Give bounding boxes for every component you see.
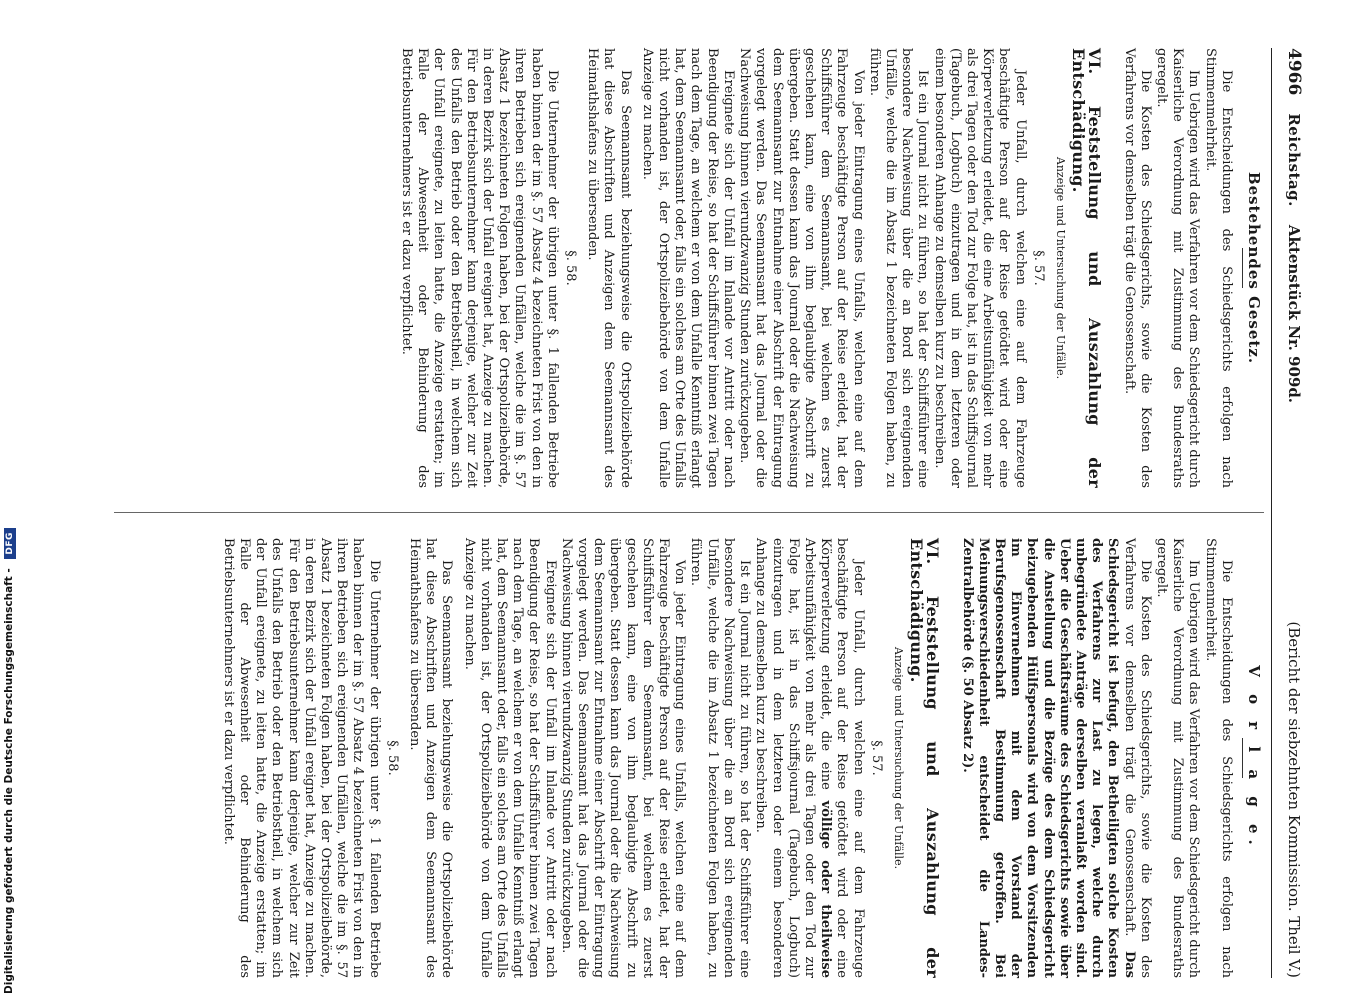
paragraph-number: §. 57. <box>1030 250 1046 286</box>
section-title: VI. Feststellung und Auszahlung der Entschädigung. <box>1069 48 1105 488</box>
paragraph: Im Uebrigen wird das Verfahren vor dem Schiedsgericht durch Kaiserliche Verordnung mit Zustimmung des Bundesraths geregelt. <box>1153 48 1202 488</box>
header-subtitle: (Bericht der siebzehnten Kommission. Theil V.) <box>1285 621 1303 978</box>
header-rule <box>1271 48 1272 978</box>
paragraph: Von jeder Eintragung eines Unfalls, welchen eine auf dem Fahrzeuge beschäftigte Person auf der Reise erleidet, hat der Schiffsführer dem Seemannsamt, bei welchem es zuerst geschehen kann, eine von ihm beglaubigte Abschrift zu übergeben. Statt dessen kann das Journal oder die Nachweisung dem Seemannsamt zur Entnahme einer Abschrift der Eintragung vorgelegt werden. Das Seemannsamt hat das Journal oder die Nachweisung binnen vierundzwanzig Stunden zurückzugeben. <box>558 538 688 978</box>
amendment-bold: völlige oder theilweise <box>818 800 834 978</box>
costs-amendment-bold: Das Schiedsgericht ist befugt, den Betheiligten solche Kosten des Verfahrens zur Last zu legen, welche durch unbegründete Anträge derselben veranlaßt worden sind. Ueber die Geschäftsräume des Schiedsgerichts sowie über die Anstellung und die Bezüge des dem Schiedsgericht beizugebenden Hülfspersonals wird von dem Vorsitzenden im Einvernehmen mit dem Vorstand der Berufsgenossenschaft Bestimmung getroffen. Bei Meinungsverschiedenheit entscheidet die Landes-Zentralbehörde (§. 50 Absatz 2). <box>959 538 1137 978</box>
paragraph: Ist ein Journal nicht zu führen, so hat der Schiffsführer eine besondere Nachweisung über die an Bord sich ereignenden Unfälle, welche die im Absatz 1 bezeichneten Folgen haben, zu führen. <box>866 48 931 488</box>
digitization-credit-strip <box>0 0 22 1000</box>
document-number: Aktenstück Nr. 909d. <box>1285 224 1303 404</box>
section-subtitle: Anzeige und Untersuchung der Unfälle. <box>891 646 905 870</box>
heading-rule <box>1242 738 1243 778</box>
column-draft-bill <box>220 538 1264 978</box>
paragraph: Das Seemannsamt beziehungsweise die Ortspolizeibehörde hat diese Abschriften und Anzeigen dem Seemannsamt des Heimathshafens zu übersenden. <box>407 538 455 978</box>
paragraph: Von jeder Eintragung eines Unfalls, welchen eine auf dem Fahrzeuge beschäftigte Person auf der Reise erleidet, hat der Schiffsführer dem Seemannsamt, bei welchem es zuerst geschehen kann, eine von ihm beglaubigte Abschrift zu übergeben. Statt dessen kann das Journal oder die Nachweisung dem Seemannsamt zur Entnahme einer Abschrift der Eintragung vorgelegt werden. Das Seemannsamt hat das Journal oder die Nachweisung binnen vierundzwanzig Stunden zurückzugeben. <box>737 48 866 488</box>
paragraph: Ereignete sich der Unfall im Inlande vor Antritt oder nach Beendigung der Reise, so hat der Schiffsführer binnen zwei Tagen nach dem Tage, an welchem er von dem Unfalle Kenntniß erlangt hat, dem Seemannsamt oder, falls ein solches am Orte des Unfalls nicht vorhanden ist, der Ortspolizeibehörde von dem Unfalle Anzeige zu machen. <box>639 48 736 488</box>
column-heading: Bestehendes Gesetz. <box>1245 171 1263 365</box>
costs-text: Die Kosten des Schiedsgerichts, sowie die Kosten des Verfahrens vor demselben trägt die Genossenschaft. <box>1121 538 1153 978</box>
publication-name: Reichstag. <box>1285 113 1303 207</box>
dfg-logo: DFG <box>4 528 16 559</box>
paragraph: Das Seemannsamt beziehungsweise die Ortspolizeibehörde hat diese Abschriften und Anzeigen dem Seemannsamt des Heimathshafens zu übersenden. <box>585 48 633 488</box>
column-divider <box>114 512 1264 513</box>
paragraph: Die Entscheidungen des Schiedsgerichts erfolgen nach Stimmenmehrheit. <box>1202 538 1234 978</box>
paragraph: Die Kosten des Schiedsgerichts, sowie die Kosten des Verfahrens vor demselben trägt die Genossenschaft. <box>1121 48 1153 488</box>
paragraph: Die Unternehmer der übrigen unter §. 1 fallenden Betriebe haben binnen der im §. 57 Absatz 4 bezeichneten Frist von den in ihren Betrieben sich ereignenden Unfällen, welche die im §. 57 Absatz 1 bezeichneten Folgen haben, bei der Ortspolizeibehörde, in deren Bezirk sich der Unfall ereignet hat, Anzeige zu machen. Für den Betriebsunternehmer kann derjenige, welcher zur Zeit des Unfalls den Betrieb oder den Betriebstheil, in welchem sich der Unfall ereignete, zu leiten hatte, die Anzeige erstatten; im Falle der Abwesenheit oder Behinderung des Betriebsunternehmers ist er dazu verpflichtet. <box>220 538 382 978</box>
page-number: 4966 <box>1284 48 1304 96</box>
paragraph: Jeder Unfall, durch welchen eine auf dem Fahrzeuge beschäftigte Person auf der Reise getödtet wird oder eine Körperverletzung erleidet, die eine Arbeitsunfähigkeit von mehr als drei Tagen oder den Tod zur Folge hat, ist in das Schiffsjournal (Tagebuch, Logbuch) einzutragen und in dem letzteren oder einem besonderen Anhange zu demselben kurz zu beschreiben. <box>931 48 1028 488</box>
heading-rule <box>1242 248 1243 288</box>
paragraph <box>752 538 865 978</box>
section-subtitle: Anzeige und Untersuchung der Unfälle. <box>1053 156 1067 380</box>
text-run: Arbeitsunfähigkeit von mehr als drei Tagen oder den Tod zur Folge hat, ist in das Schiffsjournal (Tagebuch, Logbuch) einzutragen und in dem letzteren oder einem besonderen Anhange zu demselben kurz zu beschreiben. <box>753 538 817 978</box>
running-header <box>1272 48 1302 978</box>
paragraph: Im Uebrigen wird das Verfahren vor dem Schiedsgericht durch Kaiserliche Verordnung mit Zustimmung des Bundesraths geregelt. <box>1153 538 1202 978</box>
rotated-document-page <box>62 48 1302 978</box>
text-run: Jeder Unfall, durch welchen eine auf dem Fahrzeuge beschäftigte Person auf der Reise getödtet wird oder eine Körperverletzung erleidet, die eine <box>818 538 866 978</box>
column-heading: V o r l a g e. <box>1245 665 1263 851</box>
paragraph-costs <box>958 538 1152 978</box>
paragraph: Ereignete sich der Unfall im Inlande vor Antritt oder nach Beendigung der Reise, so hat der Schiffsführer binnen zwei Tagen nach dem Tage, an welchem er von dem Unfalle Kenntniß erlangt hat, dem Seemannsamt oder, falls ein solches am Orte des Unfalls nicht vorhanden ist, der Ortspolizeibehörde von dem Unfalle Anzeige zu machen. <box>461 538 558 978</box>
digitization-credit <box>3 528 16 994</box>
paragraph-number: §. 57. <box>868 740 884 776</box>
paragraph-number: §. 58. <box>563 250 579 286</box>
paragraph: Die Unternehmer der übrigen unter §. 1 fallenden Betriebe haben binnen der im §. 57 Absatz 4 bezeichneten Frist von den in ihren Betrieben sich ereignenden Unfällen, welche die im §. 57 Absatz 1 bezeichneten Folgen haben, bei der Ortspolizeibehörde, in deren Bezirk sich der Unfall ereignet hat, Anzeige zu machen. Für den Betriebsunternehmer kann derjenige, welcher zur Zeit des Unfalls den Betrieb oder den Betriebstheil, in welchem sich der Unfall ereignete, zu leiten hatte, die Anzeige erstatten; im Falle der Abwesenheit oder Behinderung des Betriebsunternehmers ist er dazu verpflichtet. <box>399 48 560 488</box>
column-existing-law <box>398 48 1264 488</box>
section-title: VI. Feststellung und Auszahlung der Entschädigung. <box>907 538 943 978</box>
paragraph: Die Entscheidungen des Schiedsgerichts erfolgen nach Stimmenmehrheit. <box>1202 48 1234 488</box>
credit-text: Digitalisierung gefördert durch die Deutsche Forschungsgemeinschaft - <box>3 568 15 994</box>
paragraph-number: §. 58. <box>384 740 400 776</box>
paragraph: Ist ein Journal nicht zu führen, so hat der Schiffsführer eine besondere Nachweisung über die an Bord sich ereignenden Unfälle, welche die im Absatz 1 bezeichneten Folgen haben, zu führen. <box>688 538 753 978</box>
